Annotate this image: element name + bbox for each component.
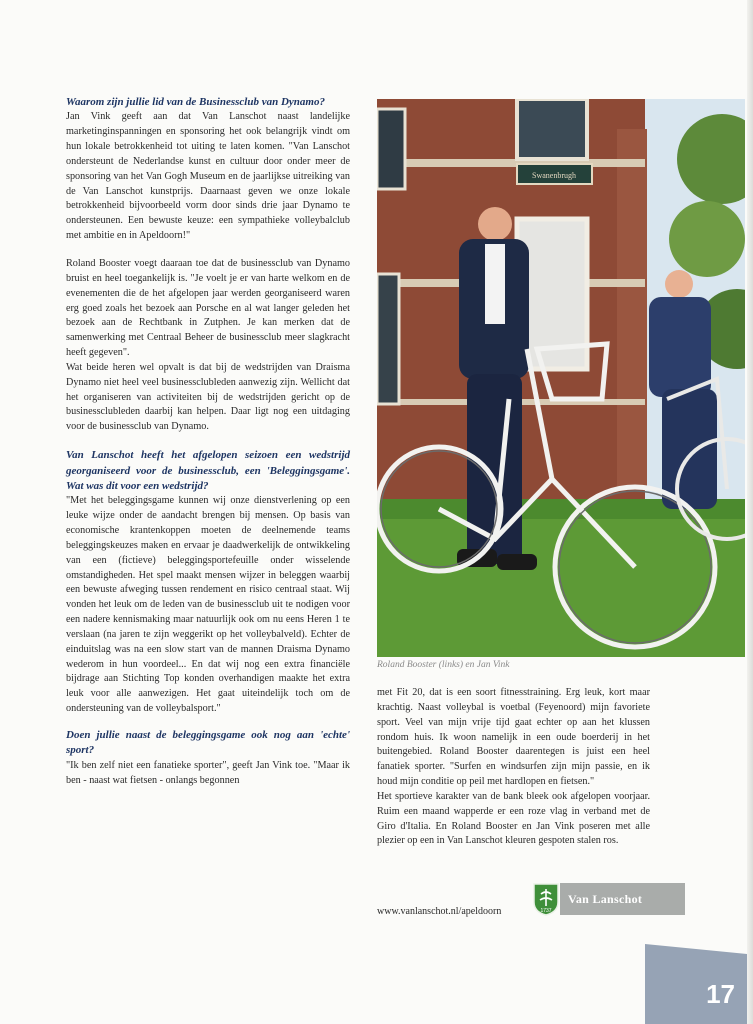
page-edge (747, 0, 753, 1024)
paragraph: Wat beide heren wel opvalt is dat bij de wedstrijden van Draisma Dynamo niet heel veel businessclubleden aanwezig zijn. Wellicht dat het organiseren van activiteiten bij de wedstrijden gericht op de businessclubleden daarbij kan helpen. Daar ligt nog een uitdaging voor de businessclub van Dynamo. (66, 361, 350, 433)
heading-beleggingsgame: Van Lanschot heeft het afgelopen seizoen een wedstrijd georganiseerd voor de businessclub, een 'Beleggingsgame'. Wat was dit voor een wedstrijd? (66, 449, 350, 492)
shield-year: 1737 (540, 908, 552, 914)
shield-icon (532, 882, 560, 916)
photo-two-men-on-bicycles (377, 99, 745, 657)
van-lanschot-logo (532, 882, 685, 916)
right-column (377, 686, 650, 849)
heading-sport: Doen jullie naast de beleggingsgame ook nog aan 'echte' sport? (66, 728, 350, 757)
paragraph: met Fit 20, dat is een soort fitnesstraining. Erg leuk, kort maar krachtig. Naast volleybal is voetbal (Feyenoord) mijn favoriete sport. Veel van mijn vrije tijd gaat echter op aan het klussen rondom huis. Ik woon namelijk in een oude boerderij in het buitengebied. Roland Booster daarentegen is juist een heel fanatiek sporter. "Surfen en windsurfen zijn mijn passie, en ik houd mijn conditie op peil met hardlopen en fietsen." (377, 687, 650, 788)
paragraph: Het sportieve karakter van de bank bleek ook afgelopen voorjaar. Ruim een maand wapperde er een roze vlag in verband met de Giro d'Italia. En Roland Booster en Jan Vink poseren met alle plezier op een in Van Lanschot kleuren gespoten stalen ros. (377, 790, 650, 847)
logo-text: Van Lanschot (568, 891, 643, 906)
paragraph: "Met het beleggingsgame kunnen wij onze dienstverlening op een leuke wijze onder de aandacht brengen bij mensen. Op basis van economische krantenkoppen moeten de deelnemende teams beleggingskeuzes maken en ervaar je daadwerkelijk de ontwikkeling van een (fictieve) beleggingsportefeuille onder wisselende omstandigheden. Het spel maakt mensen wijzer in beleggen waarbij een bewuste afweging tussen rendement en risico centraal staat. Wij vonden het leuk om de leden van de businessclub uit te nodigen voor een nadere kennismaking maar natuurlijk ook om nu eens Heren 1 te verslaan (na jaren te zijn weggerikt op het volleybalveld). Echter de einduitslag was na een slow start van de mannen Draisma Dynamo wederom in hun voordeel... En dat wij nog een extra financiële bijdrage aan Stichting Top konden overhandigen maakte het extra leuk voor alle aanwezigen. Het gaat uiteindelijk toch om de ondersteuning van de volleybalsport." (66, 495, 350, 715)
page-number: 17 (706, 979, 735, 1009)
heading-membership: Waarom zijn jullie lid van de Businessclub van Dynamo? (66, 96, 325, 108)
photo-caption: Roland Booster (links) en Jan Vink (377, 660, 510, 670)
paragraph: Roland Booster voegt daaraan toe dat de businessclub van Dynamo bruist en heel toegankelijk is. "Je voelt je er van harte welkom en de evenementen die de het afgelopen jaar werden georganiseerd waren erg goed zoals het bezoek aan Porsche en al wat langer geleden het bezoek aan de Rechtbank in Zutphen. Je kan merken dat de samenwerking met Centraal Beheer de businessclub meer slagkracht heeft gegeven". (66, 257, 350, 359)
paragraph: Jan Vink geeft aan dat Van Lanschot naast landelijke marketinginspanningen en sponsoring het ook belangrijk vindt om hun lokale betrokkenheid tot uiting te laten komen. "Van Lanschot ondersteunt de Nederlandse kunst en cultuur door onder meer de sponsoring van het Van Gogh Museum en de jaarlijkse uitreiking van de Van Lanschot kunstprijs. Daarnaast geven we onze lokale betrokkenheid bijvoorbeeld vorm door sinds drie jaar Dynamo te ondersteunen. Een bewuste keuze: een sympathieke volleybalclub met ambitie en in Apeldoorn!" (66, 111, 350, 242)
left-column (66, 95, 350, 788)
paragraph: "Ik ben zelf niet een fanatieke sporter", geeft Jan Vink toe. "Maar ik ben - naast wat fietsen - onlangs begonnen (66, 759, 350, 786)
building-sign: Swanenbrugh (532, 171, 576, 180)
website-url[interactable]: www.vanlanschot.nl/apeldoorn (377, 906, 502, 917)
